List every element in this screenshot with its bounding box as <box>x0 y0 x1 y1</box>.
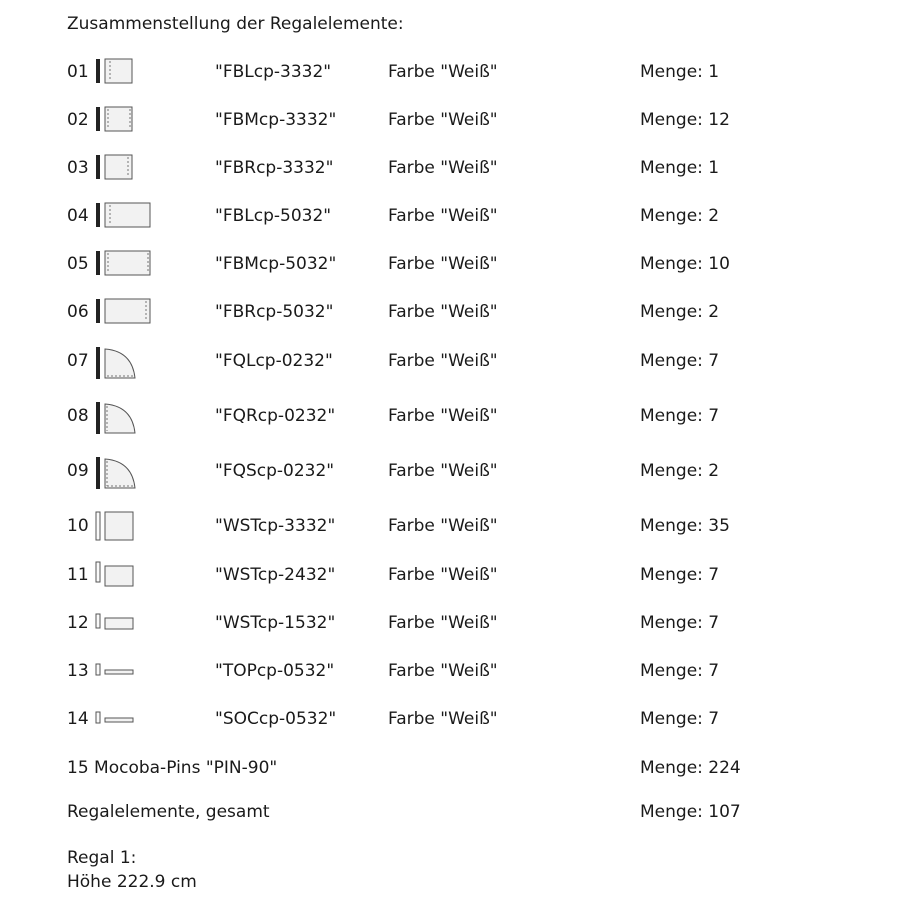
item-color: Farbe "Weiß" <box>388 206 498 226</box>
item-color: Farbe "Weiß" <box>388 461 498 481</box>
item-color: Farbe "Weiß" <box>388 709 498 729</box>
list-item <box>0 254 902 284</box>
item-quantity: Menge: 7 <box>640 406 720 426</box>
item-code: "FBRcp-3332" <box>215 158 334 178</box>
item-quantity: Menge: 7 <box>640 351 720 371</box>
list-item <box>0 206 902 236</box>
item-number: 05 <box>67 254 89 274</box>
item-code: "FQLcp-0232" <box>215 351 333 371</box>
item-color: Farbe "Weiß" <box>388 516 498 536</box>
item-code: "FBMcp-3332" <box>215 110 337 130</box>
list-item <box>0 565 902 595</box>
item-quantity: Menge: 1 <box>640 158 720 178</box>
list-item <box>0 661 902 691</box>
item-number: 07 <box>67 351 89 371</box>
item-code: "WSTcp-3332" <box>215 516 336 536</box>
list-item <box>0 110 902 140</box>
item-code: "WSTcp-1532" <box>215 613 336 633</box>
item-number: 02 <box>67 110 89 130</box>
list-item <box>0 709 902 739</box>
wall-middle-shelf-icon <box>94 102 142 136</box>
item-number: 01 <box>67 62 89 82</box>
item-color: Farbe "Weiß" <box>388 62 498 82</box>
item-code: "FQScp-0232" <box>215 461 335 481</box>
item-quantity: Menge: 12 <box>640 110 730 130</box>
item-color: Farbe "Weiß" <box>388 351 498 371</box>
item-code: "FBMcp-5032" <box>215 254 337 274</box>
shelf-height: Höhe 222.9 cm <box>67 872 197 892</box>
shelf-info <box>67 846 197 894</box>
item-quantity: Menge: 10 <box>640 254 730 274</box>
quarter-single-shelf-icon <box>94 453 142 493</box>
item-code: "FBLcp-5032" <box>215 206 332 226</box>
item-color: Farbe "Weiß" <box>388 565 498 585</box>
base-board-icon <box>94 701 142 735</box>
item-quantity: Menge: 7 <box>640 709 720 729</box>
item-color: Farbe "Weiß" <box>388 613 498 633</box>
wall-left-wide-shelf-icon <box>94 198 154 232</box>
list-item <box>0 158 902 188</box>
item-color: Farbe "Weiß" <box>388 110 498 130</box>
wall-right-shelf-icon <box>94 150 142 184</box>
item-number: 11 <box>67 565 89 585</box>
item-code: "WSTcp-2432" <box>215 565 336 585</box>
list-item <box>0 62 902 92</box>
item-code: "SOCcp-0532" <box>215 709 337 729</box>
total-label: Regalelemente, gesamt <box>67 802 270 822</box>
item-quantity: Menge: 7 <box>640 613 720 633</box>
item-number: 09 <box>67 461 89 481</box>
item-number: 04 <box>67 206 89 226</box>
item-number: 10 <box>67 516 89 536</box>
item-number: 13 <box>67 661 89 681</box>
item-code: "FBLcp-3332" <box>215 62 332 82</box>
item-color: Farbe "Weiß" <box>388 254 498 274</box>
top-board-icon <box>94 653 142 687</box>
item-quantity: Menge: 7 <box>640 565 720 585</box>
list-item <box>0 613 902 643</box>
item-code: "TOPcp-0532" <box>215 661 335 681</box>
list-item <box>0 351 902 381</box>
pins-label: 15 Mocoba-Pins "PIN-90" <box>67 758 278 778</box>
pins-quantity: Menge: 224 <box>640 758 741 778</box>
wall-left-shelf-icon <box>94 54 142 88</box>
item-quantity: Menge: 2 <box>640 302 720 322</box>
item-number: 08 <box>67 406 89 426</box>
list-item <box>0 516 902 546</box>
item-number: 12 <box>67 613 89 633</box>
item-number: 14 <box>67 709 89 729</box>
item-code: "FQRcp-0232" <box>215 406 336 426</box>
list-item <box>0 302 902 332</box>
item-number: 03 <box>67 158 89 178</box>
item-quantity: Menge: 35 <box>640 516 730 536</box>
page-title: Zusammenstellung der Regalelemente: <box>67 14 404 34</box>
item-quantity: Menge: 2 <box>640 206 720 226</box>
list-item <box>0 406 902 436</box>
item-color: Farbe "Weiß" <box>388 406 498 426</box>
quarter-right-shelf-icon <box>94 398 142 438</box>
list-item <box>0 461 902 491</box>
shelf-name: Regal 1: <box>67 848 137 868</box>
quarter-left-shelf-icon <box>94 343 142 383</box>
total-quantity: Menge: 107 <box>640 802 741 822</box>
wall-middle-wide-shelf-icon <box>94 246 154 280</box>
side-wall-small-icon <box>94 605 142 639</box>
wall-right-wide-shelf-icon <box>94 294 154 328</box>
item-quantity: Menge: 2 <box>640 461 720 481</box>
item-color: Farbe "Weiß" <box>388 302 498 322</box>
item-number: 06 <box>67 302 89 322</box>
item-code: "FBRcp-5032" <box>215 302 334 322</box>
item-color: Farbe "Weiß" <box>388 661 498 681</box>
item-quantity: Menge: 1 <box>640 62 720 82</box>
item-color: Farbe "Weiß" <box>388 158 498 178</box>
side-wall-large-icon <box>94 508 142 544</box>
side-wall-medium-icon <box>94 557 142 591</box>
item-quantity: Menge: 7 <box>640 661 720 681</box>
